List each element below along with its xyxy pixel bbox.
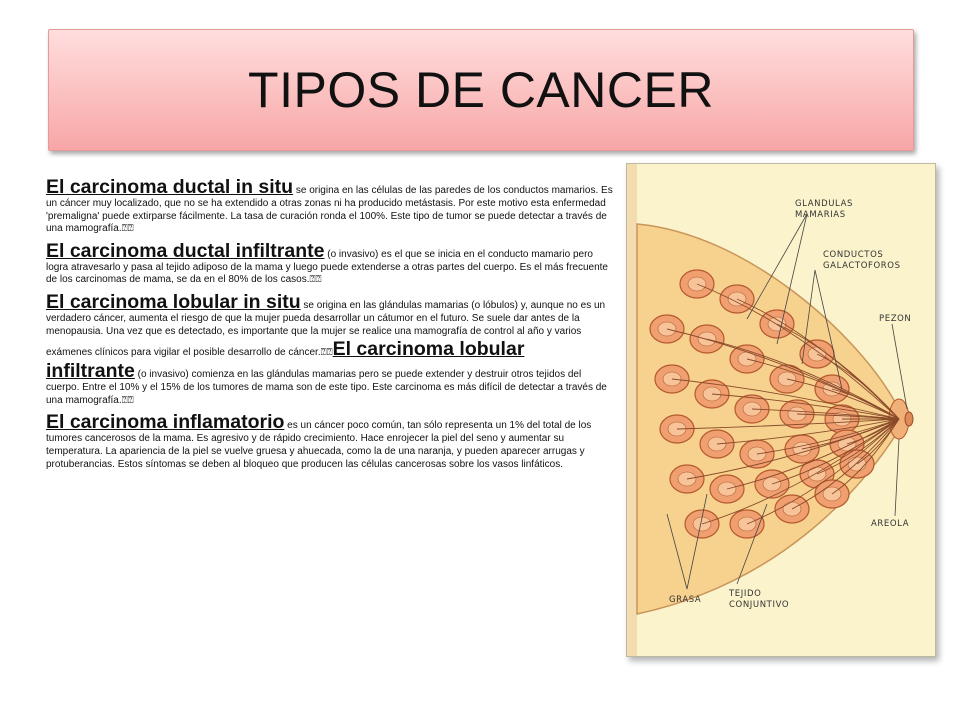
label-tejido-2: CONJUNTIVO (729, 600, 790, 610)
title-banner (48, 29, 914, 151)
paragraph-ductal-infiltrante (46, 240, 616, 287)
paragraph-text: comienza en las glándulas mamarias pero se puede extender y destruir otros tejidos del cuerpo. Entre el 10% y el 15% de los tumores de mama son de este tipo. Este carcinoma es más difícil de detectar a través de una mamografía. (46, 369, 607, 406)
chest-wall (627, 164, 637, 656)
pointer-line (895, 439, 899, 516)
breast-anatomy-figure (626, 163, 936, 657)
label-conductos-2: GALACTOFOROS (823, 261, 901, 271)
term-lobular-in-situ: El carcinoma lobular in situ (46, 290, 301, 313)
end-mark: ⍰⍰ (309, 274, 322, 286)
slide-title: TIPOS DE CANCER (248, 62, 714, 118)
label-tejido-1: TEJIDO (729, 589, 762, 599)
end-mark: ⍰⍰ (121, 223, 134, 235)
pointer-line (892, 324, 907, 409)
term-ductal-infiltrante: El carcinoma ductal infiltrante (46, 239, 325, 262)
nipple-shape (905, 412, 913, 426)
paragraph-text: se origina en las glándulas mamarias (o lóbulos) y, aunque no es un verdadero cáncer, aumenta el riesgo de que la mujer pueda desarrollar un cátumor en el futuro. Se suele dar antes de la menopausia. Una vez que es detectado, es importante que la mujer se realice una mamografía de control al año y varios exámenes clínicos para vigilar el posible desarrollo de cáncer. (46, 299, 606, 359)
paragraph-qualifier: (o invasivo) (134, 369, 189, 381)
label-areola: AREOLA (871, 519, 910, 529)
paragraph-ductal-in-situ (46, 176, 616, 236)
label-glandulas-2: MAMARIAS (795, 210, 846, 220)
paragraph-lobular-in-situ (46, 291, 616, 407)
body-text (46, 176, 616, 471)
term-inflamatorio: El carcinoma inflamatorio (46, 411, 285, 434)
paragraph-text: es el que se inicia en el conducto mamario pero logra atravesarlo y pasa al tejido adiposo de la mama y luego puede extenderse a otras partes del cuerpo. Es el más frecuente de los carcinomas de mama, se da en el 80% de los casos. (46, 248, 608, 286)
label-glandulas-1: GLANDULAS (795, 199, 853, 209)
paragraph-text: es un cáncer poco común, tan sólo representa un 1% del total de los tumores cancerosos de la mama. Es agresivo y de rápido crecimiento. Hace enrojecer la piel del seno y aumentar su temperatura. La apariencia de la piel se vuelve gruesa y ahuecada, como la de una naranja, y pueden aparecer arrugas y protuberancias. Estos síntomas se deben al bloqueo que producen las células cancerosas sobre los vasos linfáticos. (46, 420, 592, 470)
breast-anatomy-illustration (627, 164, 935, 656)
paragraph-inflamatorio (46, 411, 616, 471)
label-grasa: GRASA (669, 595, 702, 605)
label-conductos-1: CONDUCTOS (823, 250, 884, 260)
term-ductal-in-situ: El carcinoma ductal in situ (46, 176, 294, 198)
end-mark: ⍰⍰ (320, 347, 333, 359)
paragraph-qualifier: (o invasivo) (324, 248, 379, 260)
end-mark: ⍰⍰ (121, 394, 134, 406)
term-lobular-infiltrante: El carcinoma lobular infiltrante (46, 338, 525, 383)
label-pezon: PEZON (879, 314, 912, 324)
paragraph-text: se origina en las células de las paredes de los conductos mamarios. Es un cáncer muy localizado, que no se ha extendido a otras zonas ni ha producido metástasis. Por este motivo esta enfermedad 'premaligna' puede extirparse fácilmente. La tasa de curación ronda el 100%. Este tipo de tumor se puede detectar a través de una mamografía. (46, 185, 613, 235)
